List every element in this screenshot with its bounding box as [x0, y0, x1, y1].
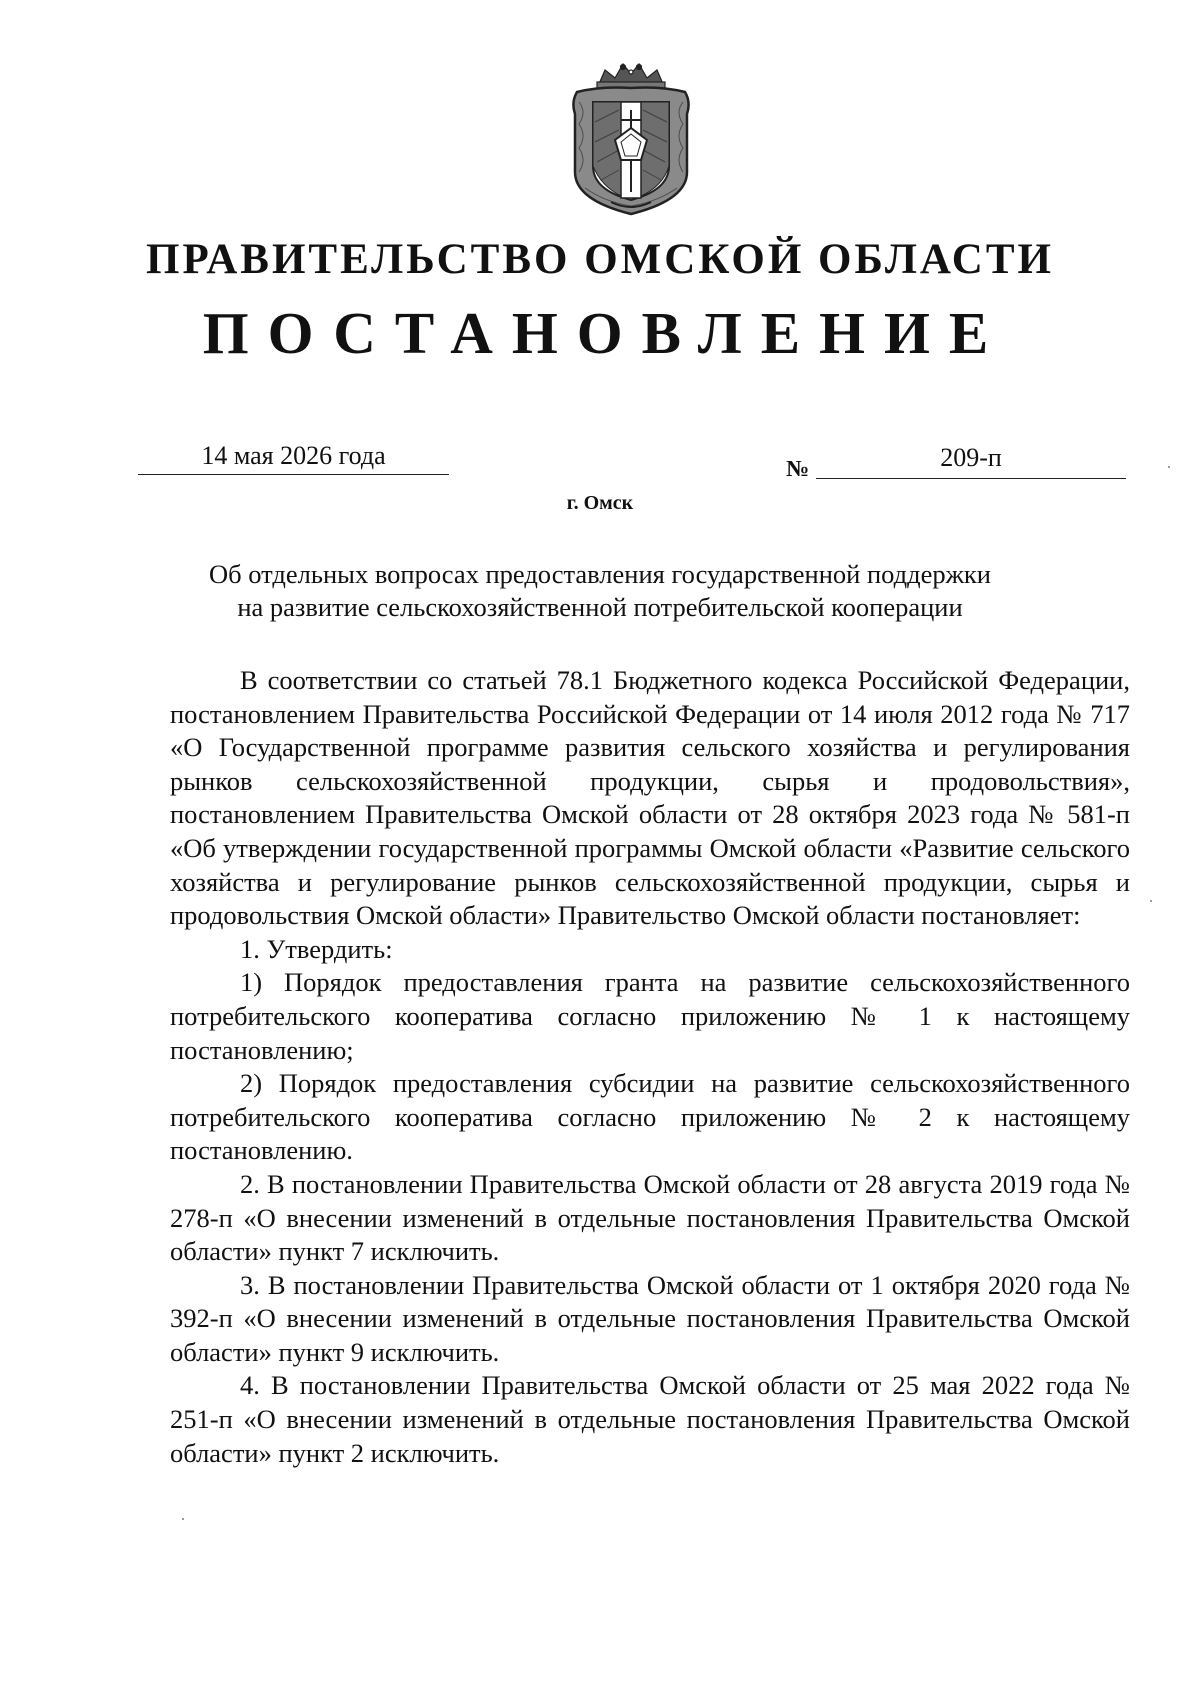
clause-1: 1. Утвердить: — [240, 933, 393, 964]
crown-icon — [597, 64, 665, 89]
document-date: 14 мая 2026 года — [138, 438, 449, 475]
scan-speck — [182, 1518, 184, 1520]
document-title — [170, 558, 1030, 624]
clause-2: 2. В постановлении Правительства Омской области от 28 августа 2019 года № 278-п «О внесении изменений в отдельные постановления Правительства Омской области» пункт 7 исключить. — [170, 1168, 1130, 1267]
document-body — [170, 664, 1130, 1470]
scan-speck — [1150, 900, 1152, 902]
issue-city: г. Омск — [566, 492, 634, 514]
clause-1-subitem-2: 2) Порядок предоставления субсидии на развитие сельскохозяйственного потребительского кооператива согласно приложению № 2 к настоящему постановлению. — [170, 1068, 1130, 1166]
number-sign: № — [786, 456, 810, 481]
clause-1-subitem-1: 1) Порядок предоставления гранта на развитие сельскохозяйственного потребительского кооператива согласно приложению № 1 к настоящему постановлению; — [170, 967, 1130, 1065]
preamble-paragraph: В соответствии со статьей 78.1 Бюджетного кодекса Российской Федерации, постановлением Правительства Российской Федерации от 14 июля 2012 года № 717 «О Государственной программе развития сельского хозяйства и регулирования рынков сельскохозяйственной продукции, сырья и продовольствия», постановлением Правительства Омской области от 28 октября 2023 года № 581-п «Об утверждении государственной программы Омской области «Развитие сельского хозяйства и регулирование рынков сельскохозяйственной продукции, сырья и продовольствия Омской области» Правительство Омской области постановляет: — [170, 665, 1130, 931]
document-title-line: Об отдельных вопросах предоставления государственной поддержки — [209, 559, 991, 589]
document-number: 209-п — [816, 438, 1126, 479]
document-title-line: на развитие сельскохозяйственной потребительской кооперации — [237, 592, 963, 622]
document-type-heading: ПОСТАНОВЛЕНИЕ — [202, 300, 1008, 366]
scan-speck — [1168, 466, 1170, 468]
clause-3: 3. В постановлении Правительства Омской области от 1 октября 2020 года № 392-п «О внесении изменений в отдельные постановления Правительства Омской области» пункт 9 исключить. — [170, 1269, 1130, 1367]
clause-4: 4. В постановлении Правительства Омской области от 25 мая 2022 года № 251-п «О внесении изменений в отдельные постановления Правительства Омской области» пункт 2 исключить. — [170, 1370, 1130, 1468]
organization-heading: ПРАВИТЕЛЬСТВО ОМСКОЙ ОБЛАСТИ — [146, 236, 1054, 283]
omsk-coat-of-arms-icon — [565, 62, 697, 216]
